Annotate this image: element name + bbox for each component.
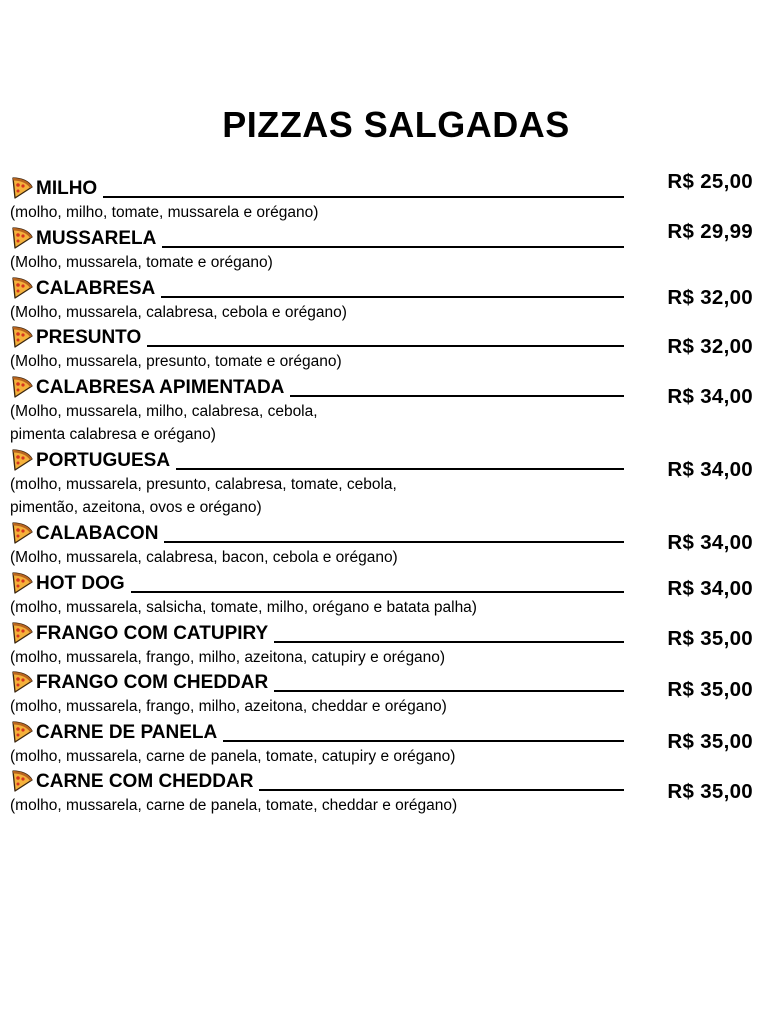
menu-item-header xyxy=(10,621,624,645)
leader-line xyxy=(162,245,624,248)
menu-item-description: (molho, mussarela, salsicha, tomate, milho, orégano e batata palha) xyxy=(10,599,477,616)
menu-item-name: CARNE DE PANELA xyxy=(36,722,218,743)
menu-item-description: (Molho, mussarela, milho, calabresa, cebola, pimenta calabresa e orégano) xyxy=(10,403,318,443)
menu-item-price: R$ 34,00 xyxy=(667,385,753,408)
pizza-slice-icon xyxy=(10,325,34,349)
leader-line xyxy=(164,540,624,543)
menu-item-header xyxy=(10,720,624,744)
pizza-slice-icon xyxy=(10,276,34,300)
menu-item-header xyxy=(10,375,624,399)
leader-line xyxy=(161,295,624,298)
menu-item-price: R$ 35,00 xyxy=(667,780,753,803)
menu-item-description: (molho, mussarela, presunto, calabresa, tomate, cebola, pimentão, azeitona, ovos e orégano) xyxy=(10,476,397,516)
pizza-slice-icon xyxy=(10,769,34,793)
menu-item-description: (Molho, mussarela, calabresa, cebola e orégano) xyxy=(10,304,347,321)
menu-item-header xyxy=(10,571,624,595)
leader-line xyxy=(274,689,624,692)
menu-item-description: (Molho, mussarela, presunto, tomate e orégano) xyxy=(10,353,342,370)
menu-item-name: CALABRESA xyxy=(36,278,156,299)
pizza-slice-icon xyxy=(10,621,34,645)
menu-item-name: CARNE COM CHEDDAR xyxy=(36,771,254,792)
menu-item-header xyxy=(10,769,624,793)
menu-item-description: (molho, mussarela, frango, milho, azeitona, cheddar e orégano) xyxy=(10,698,447,715)
menu-item-name: CALABRESA APIMENTADA xyxy=(36,377,285,398)
menu-item-price: R$ 35,00 xyxy=(667,730,753,753)
menu-item-price: R$ 25,00 xyxy=(667,170,753,193)
menu-item-name: CALABACON xyxy=(36,523,159,544)
leader-line xyxy=(103,195,624,198)
menu-item-name: PORTUGUESA xyxy=(36,450,171,471)
leader-line xyxy=(259,788,624,791)
menu-item-description: (Molho, mussarela, calabresa, bacon, cebola e orégano) xyxy=(10,549,398,566)
menu-item-name: PRESUNTO xyxy=(36,327,142,348)
menu-item-description: (molho, mussarela, carne de panela, tomate, catupiry e orégano) xyxy=(10,748,456,765)
menu-item-name: FRANGO COM CATUPIRY xyxy=(36,623,269,644)
pizza-slice-icon xyxy=(10,670,34,694)
menu-item-description: (molho, milho, tomate, mussarela e orégano) xyxy=(10,204,319,221)
menu-item-header xyxy=(10,176,624,200)
menu-item-name: MILHO xyxy=(36,178,98,199)
page-title: PIZZAS SALGADAS xyxy=(222,104,570,145)
leader-line xyxy=(147,344,624,347)
menu-item-name: HOT DOG xyxy=(36,573,125,594)
menu-item-header xyxy=(10,670,624,694)
menu-item-description: (molho, mussarela, frango, milho, azeitona, catupiry e orégano) xyxy=(10,649,446,666)
menu-item-header xyxy=(10,521,624,545)
menu-item-price: R$ 35,00 xyxy=(667,678,753,701)
pizza-slice-icon xyxy=(10,375,34,399)
pizza-slice-icon xyxy=(10,571,34,595)
pizza-slice-icon xyxy=(10,226,34,250)
menu-item-header xyxy=(10,276,624,300)
menu-item-price: R$ 34,00 xyxy=(667,458,753,481)
menu-item-header xyxy=(10,226,624,250)
menu-item-description: (Molho, mussarela, tomate e orégano) xyxy=(10,254,273,271)
menu-item-price: R$ 34,00 xyxy=(667,577,753,600)
leader-line xyxy=(274,640,624,643)
leader-line xyxy=(131,590,624,593)
menu-item-price: R$ 29,99 xyxy=(667,220,753,243)
menu-item-header xyxy=(10,325,624,349)
pizza-slice-icon xyxy=(10,176,34,200)
menu-item-price: R$ 32,00 xyxy=(667,335,753,358)
leader-line xyxy=(290,394,624,397)
menu-item-name: FRANGO COM CHEDDAR xyxy=(36,672,269,693)
menu-item-price: R$ 32,00 xyxy=(667,286,753,309)
leader-line xyxy=(223,739,624,742)
pizza-slice-icon xyxy=(10,521,34,545)
menu-item-price: R$ 34,00 xyxy=(667,531,753,554)
menu-item-header xyxy=(10,448,624,472)
leader-line xyxy=(176,467,624,470)
menu-item-price: R$ 35,00 xyxy=(667,627,753,650)
menu-item-name: MUSSARELA xyxy=(36,228,157,249)
menu-item-description: (molho, mussarela, carne de panela, tomate, cheddar e orégano) xyxy=(10,797,458,814)
pizza-slice-icon xyxy=(10,448,34,472)
pizza-slice-icon xyxy=(10,720,34,744)
